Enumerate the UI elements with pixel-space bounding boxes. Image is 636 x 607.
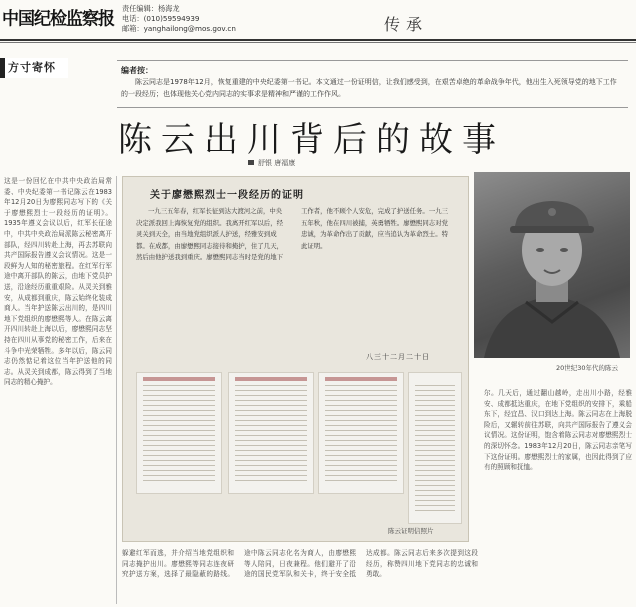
masthead: 中国纪检监察报	[2, 8, 114, 30]
portrait-photo	[474, 172, 630, 358]
phone-line: 电话：(010)59594939	[122, 14, 200, 23]
portrait-figure	[474, 172, 630, 358]
column-tag: 方寸寄怀	[0, 58, 68, 78]
article-column-left: 这是一份回忆在中共中央政治局常委、中央纪委第一书记陈云在1983年12月20日为廖熙同志写下的《关于廖懋熙烈士一段经历的证明》。1935年遵义会议以后，红军长征途中，中共中央政治局派陈云秘密离开部队，经四川转赴上海，再去苏联向共产国际报告遵义会议情况。这是一段鲜为人知的秘密旅程。在红军行军途中离开部队的陈云，由地下党员护送，沿途经历重重艰险。从灵关到雅安，从成都到重庆，陈云始终化装成商人。当年护送陈云出川的，是四川地下党组织的廖懋熙等人。在陈云离开四川转赴上海以后，廖懋熙同志坚持在四川从事党的秘密工作，后来在斗争中光荣牺牲。多年以后，陈云同志仍然惦记着这位当年护送他的同志。从灵关到成都，陈云得到了当地同志的精心掩护。	[4, 177, 112, 387]
article-column-right: 尔。几天后，通过翻山越岭，走出川小路，经雅安、成都抵达重庆，在地下党组织的安排下，乘船东下，经宜昌、汉口到达上海。陈云同志在上海脱险后，又辗转前往苏联，向共产国际报告了遵义会议情况。这份证明，饱含着陈云同志对廖懋熙烈士的深切怀念。1983年12月20日，陈云同志亲笔写下这份证明。廖懋熙烈士的家属，也因此得到了应有的照顾和抚恤。	[484, 389, 632, 472]
byline-marker	[248, 160, 254, 165]
document-caption: 陈云证明信照片	[388, 527, 434, 535]
column-divider	[116, 176, 117, 604]
header-rule-thin	[0, 42, 636, 43]
letter-page-image	[318, 372, 404, 494]
letter-page-image	[408, 372, 462, 524]
document-title: 关于廖懋熙烈士一段经历的证明	[150, 190, 304, 201]
article-column-bottom: 躲避红军而逃，并介绍当地党组织和同志掩护出川。廖懋熙等同志连夜研究护送方案，选择了最隐蔽的路线。途中陈云同志化名为商人，由廖懋熙等人陪同，日夜兼程。他们避开了沿途的国民党军队和关卡，终于安全抵达成都。陈云同志后来多次提到这段经历，称赞四川地下党同志的忠诚和勇敢。	[122, 549, 478, 579]
byline: 舒银 唐福康	[258, 159, 296, 167]
photo-caption: 20世纪30年代的陈云	[556, 364, 619, 372]
letter-page-image	[136, 372, 222, 494]
email-line: 邮箱：yanghailong@mos.gov.cn	[122, 24, 236, 33]
editor-note-text: 陈云同志是1978年12月，恢复重建的中央纪委第一书记。本文通过一份证明信，让我们感受到，在艰苦卓绝的革命战争年代，他出生入死领导党的地下工作的一段经历；也体现他关心党内同志的实事求是精神和严谨的工作作风。	[121, 78, 617, 98]
letter-page-image	[228, 372, 314, 494]
editor-line: 责任编辑：杨海龙	[122, 4, 180, 13]
editor-note-label: 编者按：	[121, 66, 153, 75]
header-rule	[0, 39, 636, 41]
document-date: 八三十二月二十日	[366, 353, 430, 361]
section-title: 传承	[384, 15, 429, 34]
document-body: 一九三五年春，红军长征到达大渡河之前，中央决定派我回上海恢复党的组织。我离开红军以后，经灵关到天全，由当地党组织派人护送，经雅安到成都。在成都，由廖懋熙同志接待和掩护，住了几天，然后由他护送我到重庆。廖懋熙同志当时是党的地下工作者，他不顾个人安危，完成了护送任务。一九三五年秋，他在四川被捕，英勇牺牲。廖懋熙同志对党忠诚，为革命作出了贡献，应当追认为革命烈士。特此证明。	[136, 207, 448, 261]
header-info	[122, 4, 236, 34]
headline: 陈云出川背后的故事	[118, 120, 505, 160]
